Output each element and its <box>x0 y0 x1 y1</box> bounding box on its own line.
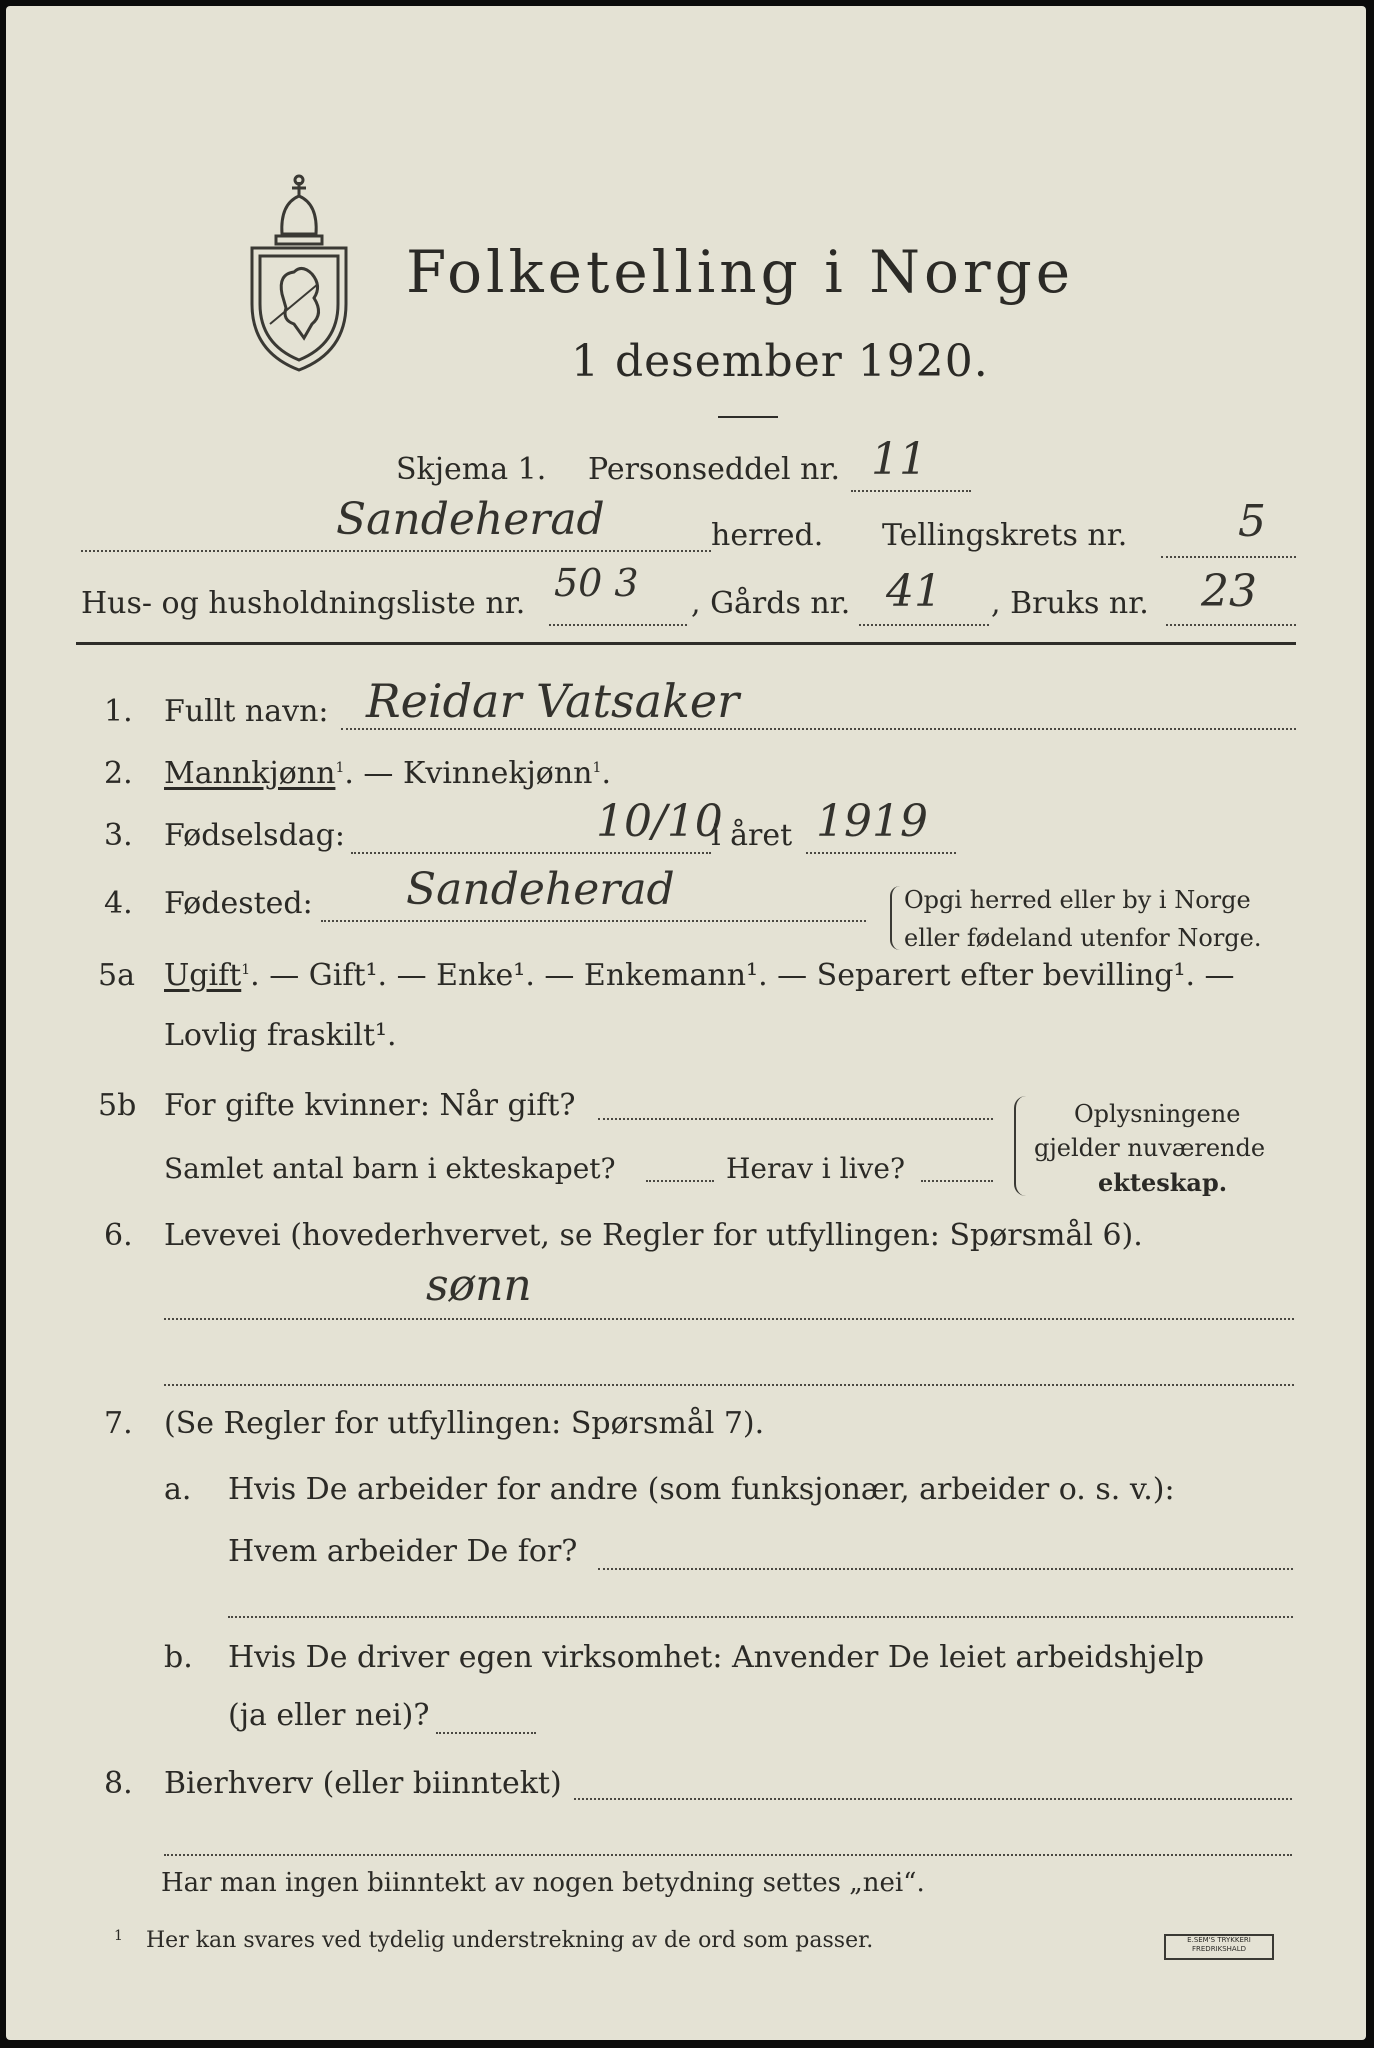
children-alive-field-line <box>921 1180 993 1182</box>
children-total-label: Samlet antal barn i ekteskapet? <box>164 1152 616 1185</box>
q2-number: 2. <box>104 756 133 791</box>
q5b-note-brace <box>1014 1096 1026 1196</box>
q2-separator: . — <box>344 756 403 791</box>
footnote-mark: 1 <box>335 760 345 776</box>
q1-number: 1. <box>104 694 133 729</box>
gards-number[interactable]: 41 <box>886 566 942 617</box>
printer-stamp-line2: FREDRIKSHALD <box>1191 1945 1246 1953</box>
birth-year-field-line <box>806 852 956 854</box>
husholdningsliste-label: Hus- og husholdningsliste nr. <box>81 586 526 621</box>
q8-number: 8. <box>104 1766 133 1801</box>
personseddel-number[interactable]: 11 <box>871 434 927 485</box>
children-alive-label: Herav i live? <box>726 1152 905 1185</box>
q5b-note-line2: gjelder nuværende <box>1034 1134 1266 1162</box>
q4-note-line1: Opgi herred eller by i Norge <box>904 886 1251 914</box>
bruks-number[interactable]: 23 <box>1201 566 1257 617</box>
option-mannkjonn[interactable]: Mannkjønn <box>164 756 336 791</box>
q2-options <box>164 756 611 791</box>
title-divider <box>718 416 778 418</box>
q7b-number: b. <box>164 1640 193 1675</box>
footnote-mark: 1 <box>592 760 602 776</box>
hired-help-field-line <box>436 1732 536 1734</box>
q7b-question: (ja eller nei)? <box>228 1698 430 1733</box>
personseddel-label: Personseddel nr. <box>588 452 841 487</box>
q5b-number: 5b <box>98 1088 137 1123</box>
tellingskrets-number[interactable]: 5 <box>1238 496 1266 547</box>
birth-date-field-line <box>351 852 711 854</box>
q4-label: Fødested: <box>164 886 313 921</box>
q6-number: 6. <box>104 1218 133 1253</box>
children-total-field-line <box>646 1180 714 1182</box>
occupation-field-line-1 <box>164 1318 1294 1320</box>
q5a-number: 5a <box>98 958 135 993</box>
q4-number: 4. <box>104 886 133 921</box>
header-divider <box>76 642 1296 645</box>
norway-coat-of-arms-icon <box>242 174 356 374</box>
q6-label: Levevei (hovederhvervet, se Regler for utfyllingen: Spørsmål 6). <box>164 1218 1143 1253</box>
form-title: Folketelling i Norge <box>406 238 1075 306</box>
gards-label: , Gårds nr. <box>691 586 851 621</box>
schema-label: Skjema 1. <box>396 452 547 487</box>
q4-note-line2: eller fødeland utenfor Norge. <box>904 924 1262 952</box>
side-income-field-line-1 <box>574 1798 1292 1800</box>
q5a-options <box>164 958 1235 993</box>
census-date: 1 desember 1920. <box>571 336 989 387</box>
printer-stamp-line1: E.SEM'S TRYKKERI <box>1187 1936 1251 1944</box>
q8-label: Bierhverv (eller biinntekt) <box>164 1766 562 1801</box>
printer-stamp <box>1164 1934 1274 1960</box>
q5b-label: For gifte kvinner: Når gift? <box>164 1088 576 1123</box>
occupation-field-line-2 <box>164 1384 1294 1386</box>
birth-year-value[interactable]: 1919 <box>816 796 928 847</box>
q3-number: 3. <box>104 818 133 853</box>
tellingskrets-field-line <box>1161 556 1296 558</box>
q7b-label: Hvis De driver egen virksomhet: Anvender De leiet arbeidshjelp <box>228 1640 1205 1675</box>
herred-value[interactable]: Sandeherad <box>336 494 605 545</box>
side-income-note: Har man ingen biinntekt av nogen betydning settes „nei“. <box>161 1868 925 1898</box>
occupation-value[interactable]: sønn <box>426 1260 532 1311</box>
option-ugift[interactable]: Ugift <box>164 958 242 993</box>
husholdningsliste-number[interactable]: 50 3 <box>554 561 639 605</box>
birth-date-value[interactable]: 10/10 <box>596 796 723 847</box>
footnote-number: 1 <box>114 1928 123 1944</box>
bruks-field-line <box>1166 624 1296 626</box>
q3-label: Fødselsdag: <box>164 818 345 853</box>
herred-field-line <box>81 550 711 552</box>
q7a-number: a. <box>164 1472 192 1507</box>
employer-field-line-1 <box>598 1568 1293 1570</box>
q7a-question: Hvem arbeider De for? <box>228 1534 578 1569</box>
tellingskrets-label: Tellingskrets nr. <box>882 518 1128 553</box>
q3-aret-label: i året <box>711 818 793 853</box>
footnote-text: Her kan svares ved tydelig understrekning av de ord som passer. <box>146 1928 874 1953</box>
married-date-field-line <box>598 1118 993 1120</box>
q7-label: (Se Regler for utfyllingen: Spørsmål 7). <box>164 1406 765 1441</box>
q7-number: 7. <box>104 1406 133 1441</box>
q5a-other-options[interactable]: . — Gift¹. — Enke¹. — Enkemann¹. — Separert efter bevilling¹. — <box>250 958 1235 993</box>
q7a-label: Hvis De arbeider for andre (som funksjonær, arbeider o. s. v.): <box>228 1472 1175 1507</box>
footnote-mark: 1 <box>241 962 251 978</box>
q5b-note-line3: ekteskap. <box>1098 1168 1228 1197</box>
side-income-field-line-2 <box>164 1854 1292 1856</box>
birthplace-value[interactable]: Sandeherad <box>406 864 675 915</box>
q5a-line2[interactable]: Lovlig fraskilt¹. <box>164 1018 397 1053</box>
personseddel-field-line <box>851 490 971 492</box>
gards-field-line <box>859 624 989 626</box>
birthplace-field-line <box>321 920 866 922</box>
full-name-value[interactable]: Reidar Vatsaker <box>366 674 740 728</box>
full-name-field-line <box>341 728 1296 730</box>
q2-end: . <box>601 756 611 791</box>
q1-label: Fullt navn: <box>164 694 329 729</box>
employer-field-line-2 <box>228 1616 1293 1618</box>
option-kvinnekjonn[interactable]: Kvinnekjønn <box>402 756 593 791</box>
bruks-label: , Bruks nr. <box>991 586 1149 621</box>
census-form-page <box>6 6 1366 2040</box>
husholdningsliste-field-line <box>549 624 687 626</box>
q4-note-brace <box>890 886 900 950</box>
q5b-note-line1: Oplysningene <box>1074 1100 1241 1128</box>
herred-label: herred. <box>711 518 824 553</box>
